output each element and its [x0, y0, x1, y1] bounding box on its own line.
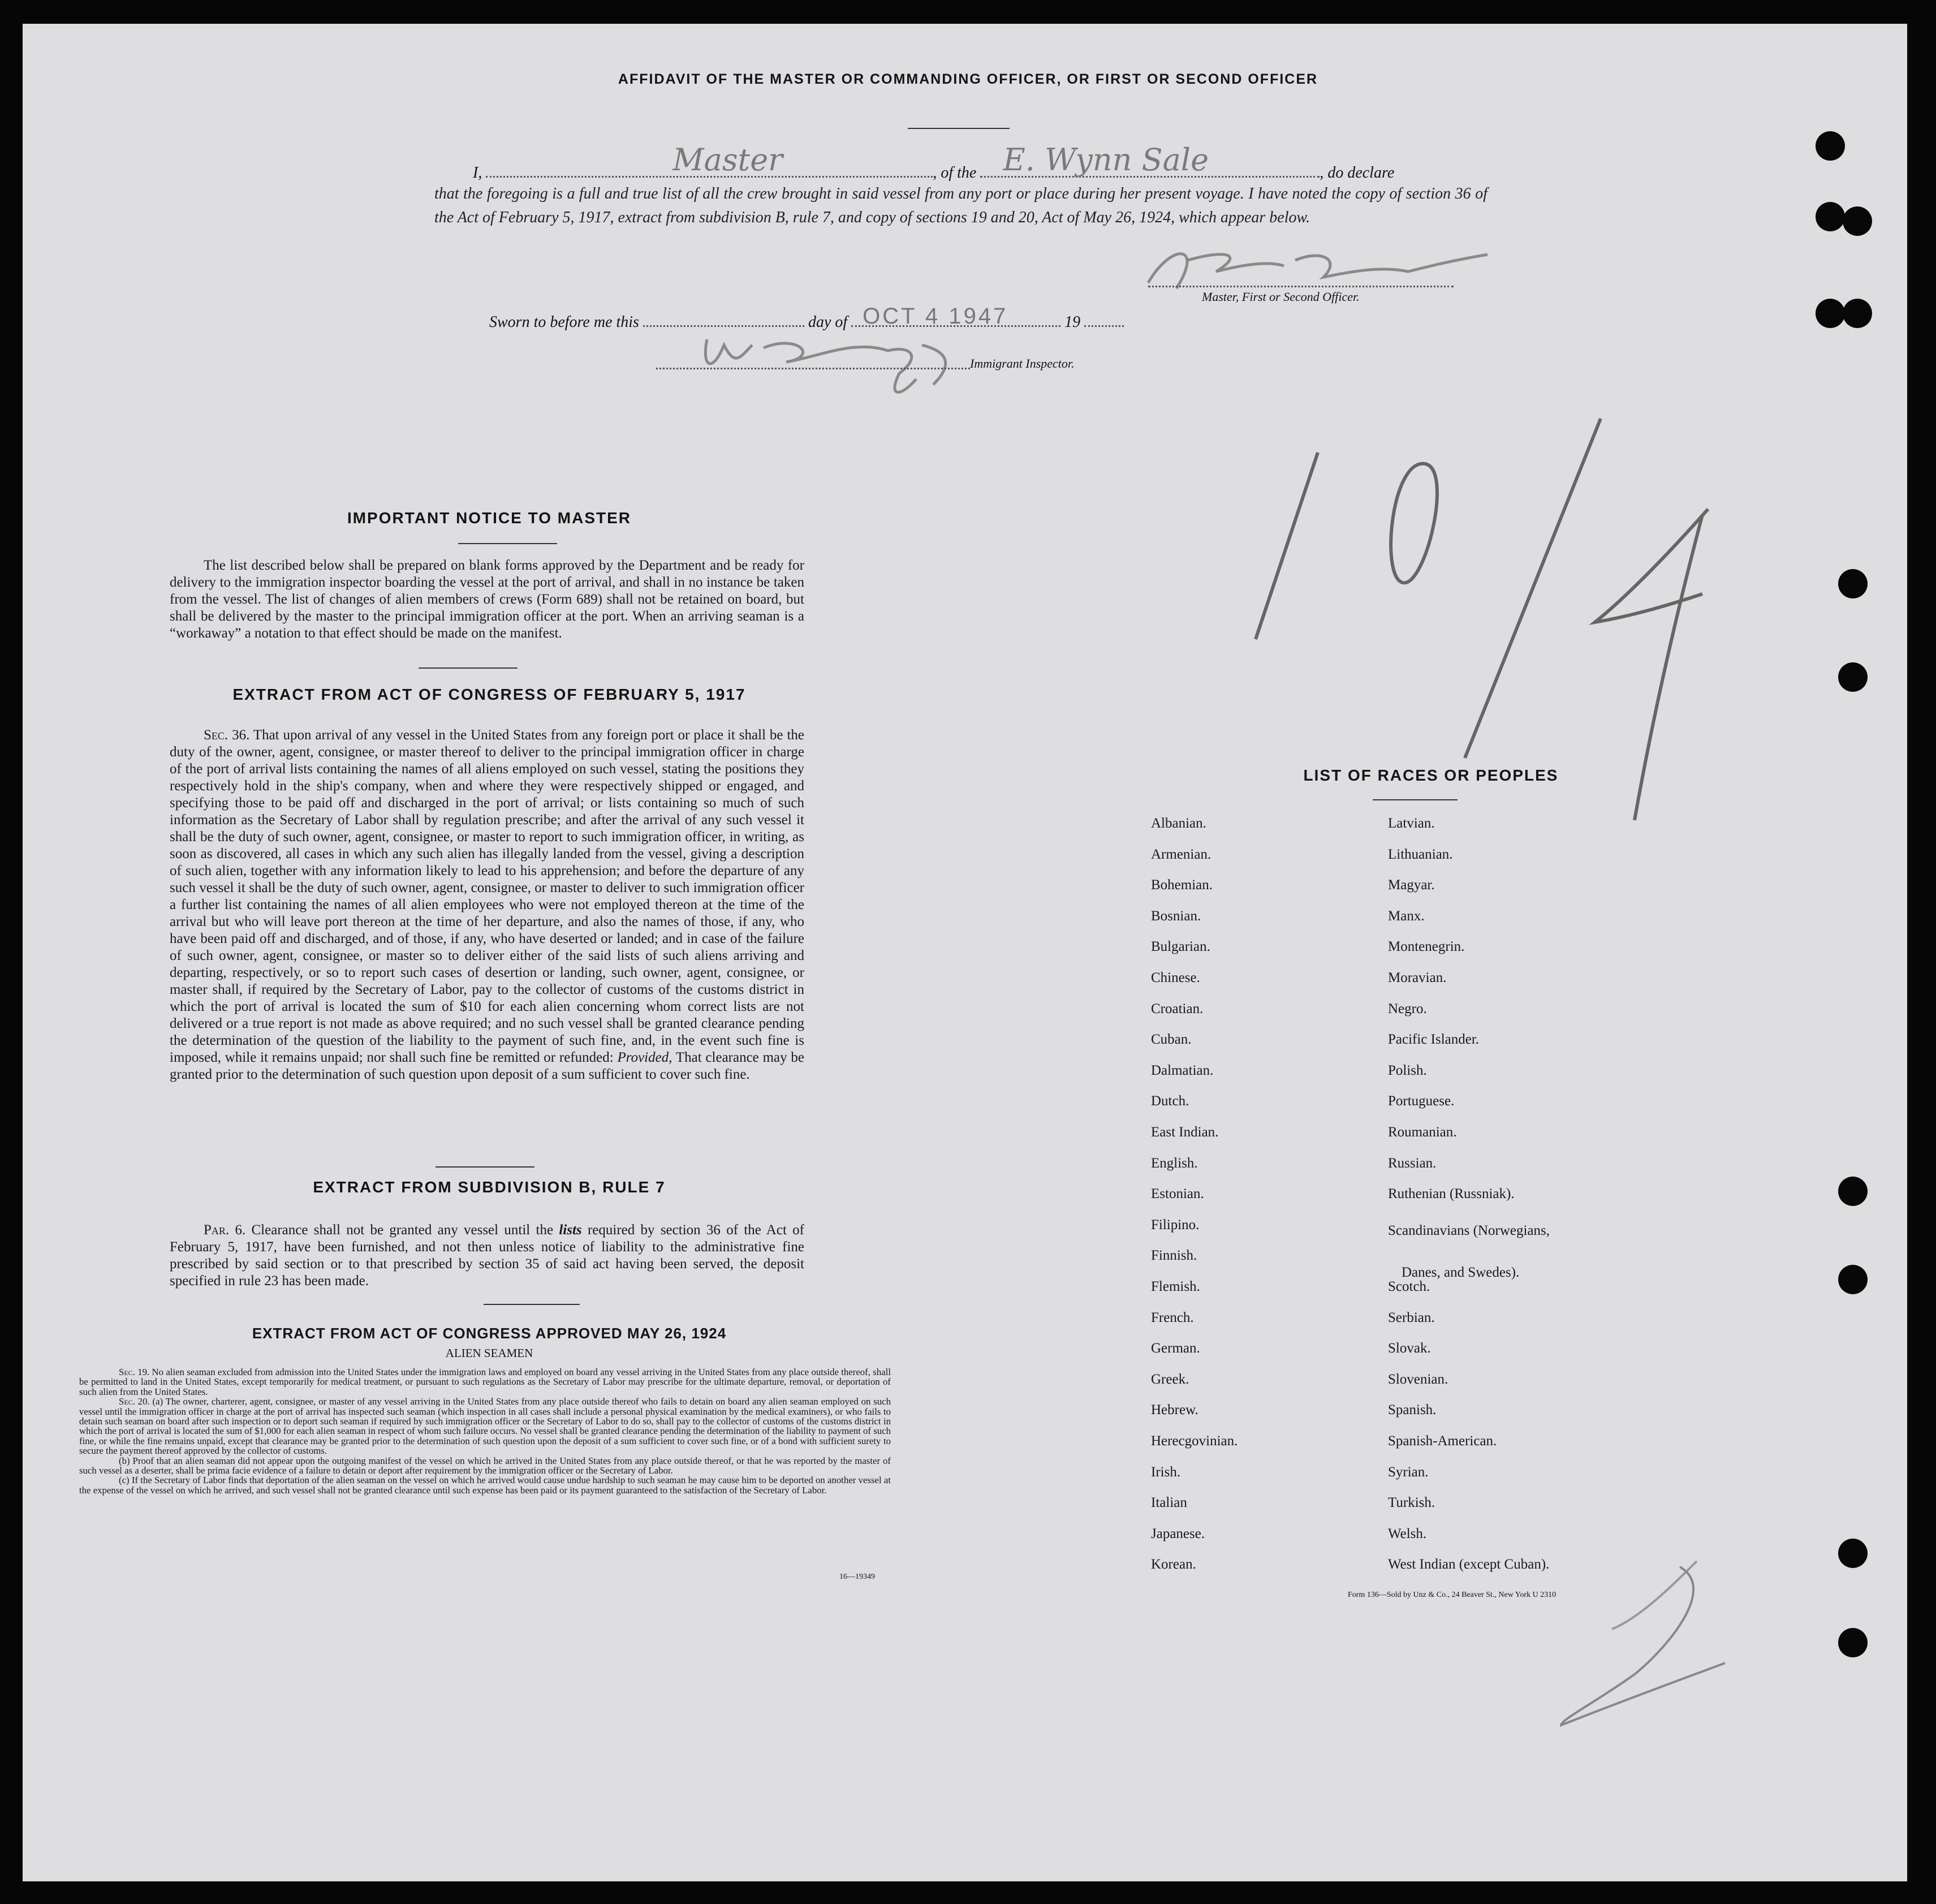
date-stamp: OCT 4 1947 [863, 304, 1008, 329]
sec19-text: No alien seaman excluded from admission into the United States under the immigration laws and employed on board any vessel arriving in the United States from any place outside thereof, shall be permitted to land in the United States, except temporarily for medical treatment, or pursuant to such regulations as the Secretary of Labor may prescribe for the ultimate departure, removal, or deportation of such alien from the United States. [79, 1367, 891, 1397]
race-item: Bohemian. [1151, 877, 1213, 893]
race-item: Portuguese. [1388, 1093, 1455, 1109]
extract-1924-text [79, 1367, 891, 1495]
race-item: Chinese. [1151, 970, 1200, 985]
race-item: Japanese. [1151, 1526, 1205, 1541]
race-item: Magyar. [1388, 877, 1435, 893]
punch-hole [1838, 1539, 1868, 1568]
race-item: Russian. [1388, 1155, 1437, 1171]
race-item: Polish. [1388, 1062, 1427, 1078]
sec20a-text: (a) The owner, charterer, agent, consignee, or master of any vessel arriving in the United States from any place outside thereof who fails to detain on board any alien seaman employed on such vessel until the immigration officer in charge at the port of arrival has inspected such seaman (which inspection in all cases shall include a personal physical examination by the medical examiners), or who fails to detain such seaman on board after such inspection or to deport such seaman if required by such immigration officer or the Secretary of Labor to do so, shall pay to the collector of customs of the customs district in which the port of arrival is located the sum of $1,000 for each alien seaman in respect of whom such failure occurs. No vessel shall be granted clearance pending the determination of the liability to payment of such fine, or while the fine remains unpaid, except that clearance may be granted prior to the determination of such question upon the deposit of a sum sufficient to cover such fine, or of a bond with sufficient surety to secure the payment thereof approved by the collector of customs. [79, 1396, 891, 1457]
year-prefix: 19 [1064, 313, 1081, 331]
race-item: Italian [1151, 1495, 1187, 1511]
race-item: Scandinavians (Norwegians, [1388, 1222, 1550, 1238]
race-item: Slovak. [1388, 1341, 1431, 1356]
vessel-field [980, 142, 1320, 178]
race-item: Finnish. [1151, 1248, 1197, 1264]
sec20b-paragraph: (b) Proof that an alien seaman did not appear upon the outgoing manifest of the vessel on which he arrived in the United States from any place outside thereof, or that he was reported by the master of such vessel as a deserter, shall be prima facie evidence of a failure to detain or deport after requirement by the immigration officer or the Secretary of Labor. [79, 1455, 891, 1476]
extract-1924-title: EXTRACT FROM ACT OF CONGRESS APPROVED MAY 26, 1924 [252, 1325, 727, 1342]
race-item: Bulgarian. [1151, 939, 1210, 955]
lists-word: lists [559, 1222, 582, 1238]
race-item: Slovenian. [1388, 1371, 1448, 1387]
race-item: English. [1151, 1155, 1198, 1171]
punch-hole [1843, 206, 1872, 236]
race-item: Roumanian. [1388, 1125, 1457, 1140]
extract-rule7-title: EXTRACT FROM SUBDIVISION B, RULE 7 [313, 1178, 666, 1196]
race-item: Negro. [1388, 1001, 1427, 1016]
race-item: Lithuanian. [1388, 846, 1453, 862]
race-item: Herecgovinian. [1151, 1433, 1238, 1449]
race-item: Syrian. [1388, 1464, 1429, 1480]
extract-1917-title: EXTRACT FROM ACT OF CONGRESS OF FEBRUARY 5, 1917 [232, 686, 746, 703]
notice-text: The list described below shall be prepared on blank forms approved by the Department and be ready for delivery to the immigration inspector boarding the vessel at the port of arrival, and shall in no instance be taken from the vessel. The list of changes of alien members of crews (Form 689) shall not be retained on board, but shall be delivered by the master to the principal immigration officer at the port. When an arriving seaman is a “workaway” a notation to that effect should be made on the manifest. [170, 558, 804, 641]
race-item: Scotch. [1388, 1279, 1430, 1294]
race-item: Serbian. [1388, 1309, 1435, 1325]
day-of-label: day of [808, 313, 848, 331]
divider [484, 1304, 580, 1305]
punch-hole [1816, 131, 1845, 161]
divider [908, 128, 1010, 129]
provided-label: Provided, [617, 1050, 672, 1065]
par6-text-a: Clearance shall not be granted any vessel until the [251, 1222, 554, 1238]
race-item: French. [1151, 1309, 1194, 1325]
race-item: Spanish-American. [1388, 1433, 1497, 1449]
notice-title: IMPORTANT NOTICE TO MASTER [347, 509, 632, 527]
punch-hole [1843, 299, 1872, 328]
race-item: West Indian (except Cuban). [1388, 1557, 1550, 1573]
year-field [1084, 308, 1124, 327]
affidavit-i-label: I, [473, 164, 482, 182]
handwritten-officer: Master [672, 142, 783, 178]
sec19-paragraph [79, 1367, 891, 1397]
extract-1924-subtitle: ALIEN SEAMEN [445, 1346, 533, 1360]
affidavit-declaration-line [473, 142, 1488, 182]
race-item: Spanish. [1388, 1402, 1437, 1418]
race-item: Hebrew. [1151, 1402, 1198, 1418]
race-item: Flemish. [1151, 1279, 1200, 1294]
inspector-signature [650, 322, 978, 402]
affidavit-body: that the foregoing is a full and true list of all the crew brought in said vessel from any port or place during her present voyage. I have noted the copy of section 36 of the Act of February 5, 1917, extract from subdivision B, rule 7, and copy of sections 19 and 20, Act of May 26, 1924, which appear below. [434, 185, 1487, 226]
divider [419, 667, 518, 669]
affidavit-title: AFFIDAVIT OF THE MASTER OR COMMANDING OFFICER, OR FIRST OR SECOND OFFICER [618, 71, 1318, 87]
sec19-label: Sec. 19. [119, 1367, 150, 1377]
race-item: Korean. [1151, 1557, 1196, 1573]
par6-text-b: required by section 36 of the Act of February 5, 1917, have been furnished, and not then unless notice of liability to the administrative fine prescribed by said section or to that prescribed by section 35 of said act having been served, the deposit specified in rule 23 has been made. [170, 1222, 805, 1289]
officer-field [486, 142, 933, 178]
sec20-label: Sec. 20. [119, 1396, 150, 1407]
punch-hole [1838, 1628, 1868, 1657]
sworn-label: Sworn to before me this [489, 313, 639, 331]
race-item: Moravian. [1388, 970, 1447, 985]
of-the-label: , of the [933, 164, 977, 182]
inspector-line [656, 368, 970, 369]
sec20a-paragraph [79, 1397, 891, 1455]
extract-1917-text [170, 727, 804, 1083]
punch-hole [1838, 569, 1868, 598]
race-item: Montenegrin. [1388, 939, 1465, 955]
race-item: German. [1151, 1341, 1200, 1356]
race-item: Cuban. [1151, 1032, 1192, 1048]
extract-rule7-text [170, 1222, 804, 1290]
sec20c-paragraph: (c) If the Secretary of Labor finds that deportation of the alien seaman on the vessel on which he arrived would cause undue hardship to such seaman he may cause him to be deported on another vessel at the expense of the vessel on which he arrived, and such vessel shall not be granted clearance until such expense has been paid or its payment guaranteed to the satisfaction of the Secretary of Labor. [79, 1475, 891, 1496]
race-item: Ruthenian (Russniak). [1388, 1186, 1515, 1202]
handwritten-vessel: E. Wynn Sale [1003, 142, 1209, 178]
race-item: Filipino. [1151, 1217, 1200, 1233]
sec36-label: Sec. 36. [204, 727, 250, 743]
race-item: Armenian. [1151, 846, 1211, 862]
race-item: Irish. [1151, 1464, 1181, 1480]
signature-label: Master, First or Second Officer. [1202, 290, 1360, 304]
divider [458, 543, 557, 544]
divider [1373, 799, 1458, 800]
sec36-text: That upon arrival of any vessel in the United States from any foreign port or place it shall be the duty of the owner, agent, consignee, or master thereof to deliver to the principal immigration officer in charge of the port of arrival lists containing the names of all aliens employed on such vessel, stating the positions they respectively hold in the ship's company, when and where they were respectively shipped or engaged, and specifying those to be paid off and discharged in the port of arrival; or lists containing so much of such information as the Secretary of Labor shall by regulation prescribe; and after the arrival of any such vessel it shall be the duty of such owner, agent, consignee, or master to report to such immigration officer, in writing, as soon as discovered, all cases in which any such alien has illegally landed from the vessel, giving a description of such alien, together with any information likely to lead to his apprehension; and before the departure of any such vessel it shall be the duty of such owner, agent, consignee, or master to deliver to such immigration officer a further list containing the names of all alien employees who were not employed thereon at the time of the arrival but who will leave port thereon at the time of her departure, and also the names of those, if any, who have been paid off and discharged, and of those, if any, who have deserted or landed; and in case of the failure of such owner, agent, consignee, or master so to deliver either of the said lists of such aliens arriving and departing, respectively, or so to report such cases of desertion or landing, such owner, agent, consignee, or master shall, if required by the Secretary of Labor, pay to the collector of customs of the customs district in which the port of arrival is located the sum of $10 for each alien concerning whom correct lists are not delivered or a true report is not made as above required; and no such vessel shall be granted clearance pending the determination of the question of the liability to the payment of such fine, and, in the event such fine is imposed, while it remains unpaid; nor shall such fine be remitted or refunded: [170, 727, 804, 1065]
race-item: Bosnian. [1151, 908, 1201, 924]
race-item: East Indian. [1151, 1125, 1219, 1140]
punch-hole [1838, 662, 1868, 692]
race-item: Danes, and Swedes). [1402, 1265, 1520, 1281]
races-title: LIST OF RACES OR PEOPLES [1303, 766, 1559, 784]
do-declare-label: , do declare [1320, 164, 1395, 182]
par6-label: Par. 6. [204, 1222, 246, 1238]
race-item: Dutch. [1151, 1093, 1189, 1109]
race-item: Greek. [1151, 1371, 1189, 1387]
divider [436, 1166, 534, 1168]
handwritten-number-10-4 [1233, 407, 1742, 826]
punch-hole [1838, 1265, 1868, 1294]
race-item: Dalmatian. [1151, 1062, 1214, 1078]
race-item: Estonian. [1151, 1186, 1204, 1202]
pencil-mark [1550, 1539, 1731, 1731]
sec36-text-end: That clearance may be granted prior to the determination of such question upon deposit of a sum sufficient to cover such fine. [170, 1050, 804, 1082]
race-item: Pacific Islander. [1388, 1032, 1480, 1048]
inspector-label: Immigrant Inspector. [970, 356, 1075, 371]
signature-line [1148, 286, 1454, 287]
punch-hole [1816, 202, 1845, 231]
race-item: Welsh. [1388, 1526, 1427, 1541]
race-item: Latvian. [1388, 816, 1435, 831]
race-item: Manx. [1388, 908, 1425, 924]
punch-hole [1816, 299, 1845, 328]
form-number: 16—19349 [839, 1573, 875, 1581]
race-item: Albanian. [1151, 816, 1206, 831]
form-publisher-note: Form 136—Sold by Unz & Co., 24 Beaver St., New York U 2310 [1348, 1591, 1556, 1599]
race-item: Turkish. [1388, 1495, 1435, 1511]
race-item: Croatian. [1151, 1001, 1204, 1016]
punch-hole [1838, 1177, 1868, 1206]
